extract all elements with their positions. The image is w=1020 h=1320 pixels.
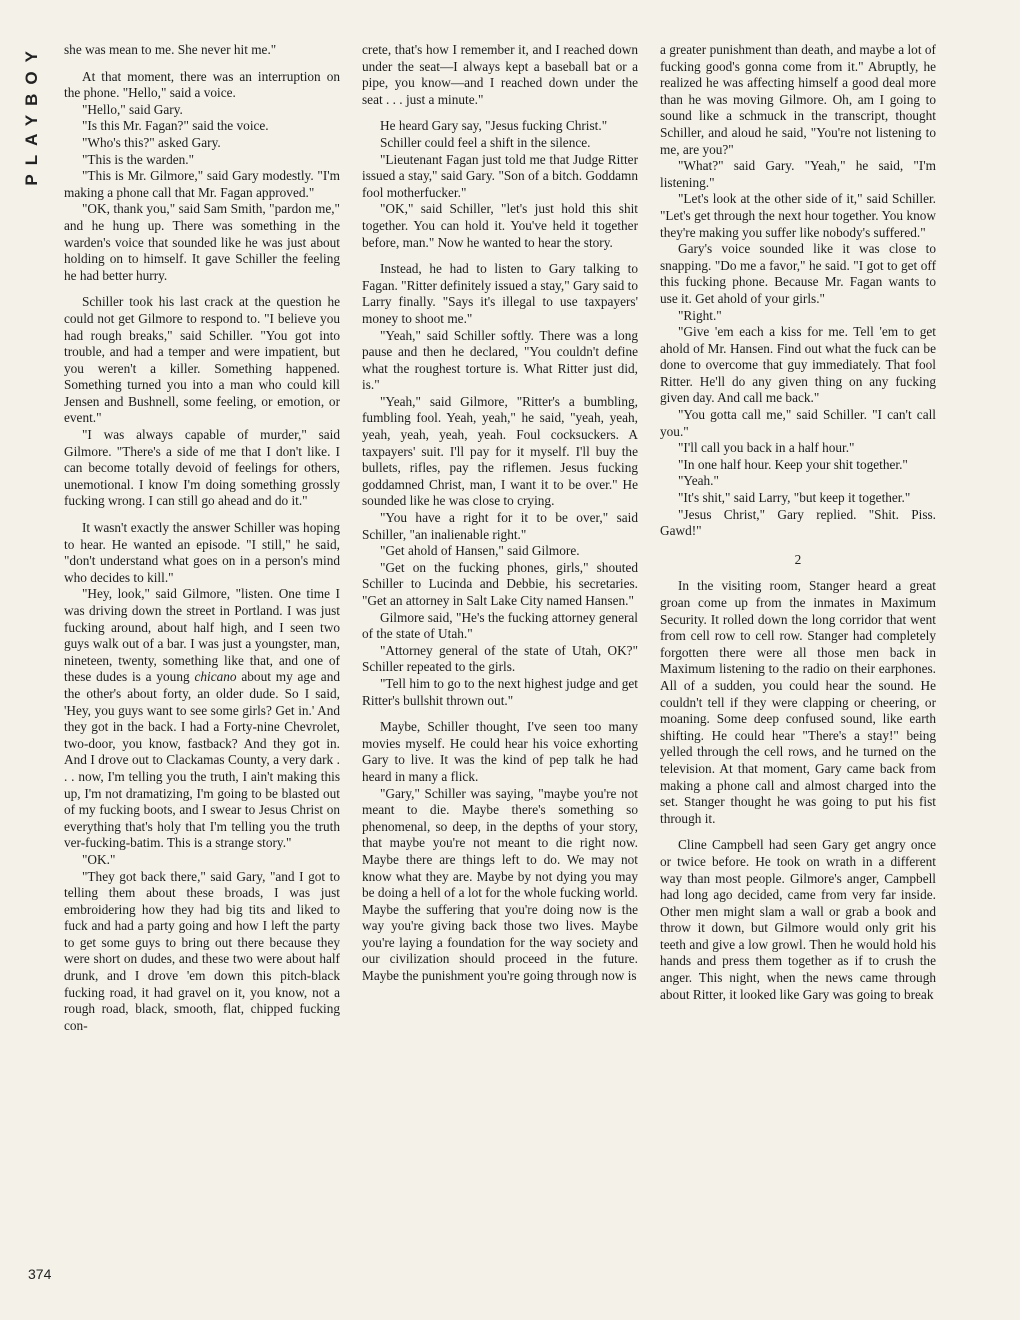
paragraph: "OK," said Schiller, "let's just hold this shit together. You can hold it. You've held it together before, man." Now he wanted to hear the story. (362, 201, 638, 250)
paragraph: "Attorney general of the state of Utah, OK?" Schiller repeated to the girls. (362, 642, 638, 675)
paragraph: "In one half hour. Keep your shit together." (678, 456, 908, 472)
paragraph: Maybe, Schiller thought, I've seen too many movies myself. He could hear his voice exhorting Gary to live. It was the kind of pep talk he had heard in many a flick. (362, 719, 638, 784)
paragraph: "I was always capable of murder," said Gilmore. "There's a side of me that I don't like. I can become totally devoid of feelings for others, unemotional. I know I'm doing something grossly fucking wrong. I can still go ahead and do it." (64, 427, 340, 509)
text-column-1 (64, 42, 340, 1034)
paragraph: crete, that's how I remember it, and I reached down under the seat—I always kept a baseball bat or a pipe, you know—and I reached down under the seat . . . just a minute." (362, 42, 638, 107)
paragraph: "Yeah," said Schiller softly. There was a long pause and then he declared, "You couldn't define what the roughest torture is. What Ritter just did, is." (362, 327, 638, 393)
paragraph: "You have a right for it to be over," said Schiller, "an inalienable right." (362, 510, 638, 542)
paragraph: "I'll call you back in a half hour." (678, 440, 855, 456)
paragraph: "Who's this?" asked Gary. (82, 134, 221, 150)
paragraph: "OK, thank you," said Sam Smith, "pardon me," and he hung up. There was something in the warden's voice that sounded like he was just about holding on to himself. It gave Schiller the feeling he had better hurry. (64, 201, 340, 283)
text-column-2 (362, 42, 638, 985)
magazine-masthead: PLAYBOY (22, 42, 41, 186)
paragraph: Gary's voice sounded like it was close to snapping. "Do me a favor," he said. "I got to get off this fucking phone. Because Mr. Fagan wants to use it. Get ahold of your girls." (660, 241, 936, 306)
paragraph: she was mean to me. She never hit me." (64, 42, 277, 57)
paragraph: Instead, he had to listen to Gary talking to Fagan. "Ritter definitely issued a stay," Gary said to Larry finally. "Says it's illegal to use taxpayers' money to shoot me." (362, 261, 638, 326)
paragraph: "Let's look at the other side of it," said Schiller. "Let's get through the next hour together. You know they're making you suffer like nobody's suffered." (660, 191, 936, 240)
paragraph: "OK." (82, 851, 116, 867)
paragraph: "Lieutenant Fagan just told me that Judge Ritter issued a stay," said Gary. "Son of a bitch. Goddamn fool motherfucker." (362, 151, 638, 200)
paragraph: "Hello," said Gary. (82, 101, 183, 117)
paragraph: In the visiting room, Stanger heard a great groan come up from the inmates in Maximum Security. It rolled down the long corridor that went from cell row to cell row. Stanger had completely forgotten there were all those men back in Maximum listening to the radio on their earphones. All of a sudden, you could hear the sound. He couldn't tell if they were clapping or cheering, or moaning. Some deep confused sound, like earth shifting. He could hear "There's a stay!" being yelled through the cell rows, and he turned on the television. At that moment, Gary came back from making a phone call and almost charged into the set. Stanger thought he was going to put his fist through it. (660, 578, 936, 826)
paragraph: Schiller took his last crack at the question he could not get Gilmore to respond to. "I believe you had rough breaks," said Schiller. "You got into trouble, and had a temper and were impatient, but you weren't a killer. Something happened. Something turned you into a man who could kill Jensen and Bushnell, some feeling, or emotion, or event." (64, 294, 340, 426)
paragraph: At that moment, there was an interruption on the phone. "Hello," said a voice. (64, 68, 340, 101)
paragraph: "What?" said Gary. "Yeah," he said, "I'm listening." (660, 158, 936, 190)
paragraph: He heard Gary say, "Jesus fucking Christ." (380, 118, 608, 134)
paragraph: Schiller could feel a shift in the silence. (380, 134, 591, 150)
paragraph: It wasn't exactly the answer Schiller was hoping to hear. He wanted an episode. "I still," he said, "don't understand what goes on in a person's mind who decides to kill." (64, 520, 340, 585)
paragraph: "Gary," Schiller was saying, "maybe you're not meant to die. Maybe there's something so phenomenal, so deep, in the depths of your story, that maybe you're not meant to die right now. Maybe there are things left to do. We may not know what they are. Maybe by not dying you may be doing a hell of a lot for the whole fucking world. Maybe the suffering that you're doing now is the way you're giving back those two lives. Maybe you're laying a foundation for the way society and our civilization should proceed in the future. Maybe the punishment you're going through now is (362, 785, 638, 984)
paragraph: Gilmore said, "He's the fucking attorney general of the state of Utah." (362, 609, 638, 642)
paragraph: "Yeah." (678, 473, 719, 489)
paragraph: "Get ahold of Hansen," said Gilmore. (380, 543, 580, 559)
paragraph: "Jesus Christ," Gary replied. "Shit. Piss. Gawd!" (660, 506, 936, 539)
paragraph: "It's shit," said Larry, "but keep it together." (678, 490, 911, 506)
paragraph: "Is this Mr. Fagan?" said the voice. (82, 118, 269, 134)
paragraph: a greater punishment than death, and maybe a lot of fucking good's gonna come from it." Abruptly, he realized he was affecting himself a good deal more than he was moving Gilmore. Oh, am I going to sound like a schmuck in the transcript, thought Schiller, and aloud he said, "You're not listening to me, are you?" (660, 42, 936, 157)
paragraph: "They got back there," said Gary, "and I got to telling them about these broads, I was just embroidering how they had big tits and liked to fuck and had a party going and how I left the party to get some guys to bring out there because they were short on dudes, and these two were about half drunk, and I drove 'em down this pitch-black fucking road, it had gravel on it, you know, not a rough road, black, smooth, flat, chipped fucking con- (64, 868, 340, 1033)
section-number: 2 (794, 551, 802, 567)
paragraph: Cline Campbell had seen Gary get angry once or twice before. He took on wrath in a different way than most people. Gilmore's anger, Campbell had long ago decided, came from very far inside. Other men might slam a wall or grab a book and throw it down, but Gilmore would only grit his teeth and give a low growl. Then he would hold his hands and press them together as if to crush the anger. This night, when the news came through about Ritter, it looked like Gary was going to break (660, 837, 936, 1002)
paragraph: "Tell him to go to the next highest judge and get Ritter's bullshit thrown out." (362, 675, 638, 708)
paragraph: "Get on the fucking phones, girls," shouted Schiller to Lucinda and Debbie, his secretaries. "Get an attorney in Salt Lake City named Hansen." (362, 559, 638, 608)
paragraph: "Give 'em each a kiss for me. Tell 'em to get ahold of Mr. Hansen. Find out what the fuck can be done to overcome that guy immediately. That fool Ritter. He'll do any given thing on any fucking given day. And call me back." (660, 324, 936, 406)
page-number: 374 (28, 1266, 52, 1282)
paragraph: "You gotta call me," said Schiller. "I can't call you." (660, 407, 936, 439)
paragraph: "Hey, look," said Gilmore, "listen. One time I was driving down the street in Portland. I was just fucking around, about half high, and I seen two guys walk out of a bar. I was just a youngster, man, nineteen, twenty, something like that, and one of these dudes is a young chicano about my age and the other's about forty, an older dude. So I said, 'Hey, you guys want to see some girls? Get in.' And they got in the back. I had a Forty-nine Chevrolet, two-door, you know, fastback? And they got in. And I drove out to Clackamas County, a very dark . . . now, I'm telling you the truth, I ain't making this up, I'm not dramatizing, I'm going to be blasted out of my fucking boots, and I swear to Jesus Christ on everything that's holy that I'm telling you the truth ver-fucking-batim. This is a strange story." (64, 586, 340, 851)
paragraph: "This is Mr. Gilmore," said Gary modestly. "I'm making a phone call that Mr. Fagan approved." (64, 168, 340, 200)
text-column-3 (660, 42, 936, 1003)
paragraph: "This is the warden." (82, 151, 195, 167)
paragraph: "Yeah," said Gilmore, "Ritter's a bumbling, fumbling fool. Yeah, yeah," he said, "yeah, yeah, yeah, yeah, yeah, yeah. Foul cocksuckers. A taxpayers' suit. I'll pay for it myself. I'll buy the bullets, rifles, pay the riflemen. Jesus fucking goddamned Christ, man, I want it to be over." He sounded like he was close to crying. (362, 393, 638, 509)
paragraph: "Right." (678, 307, 722, 323)
